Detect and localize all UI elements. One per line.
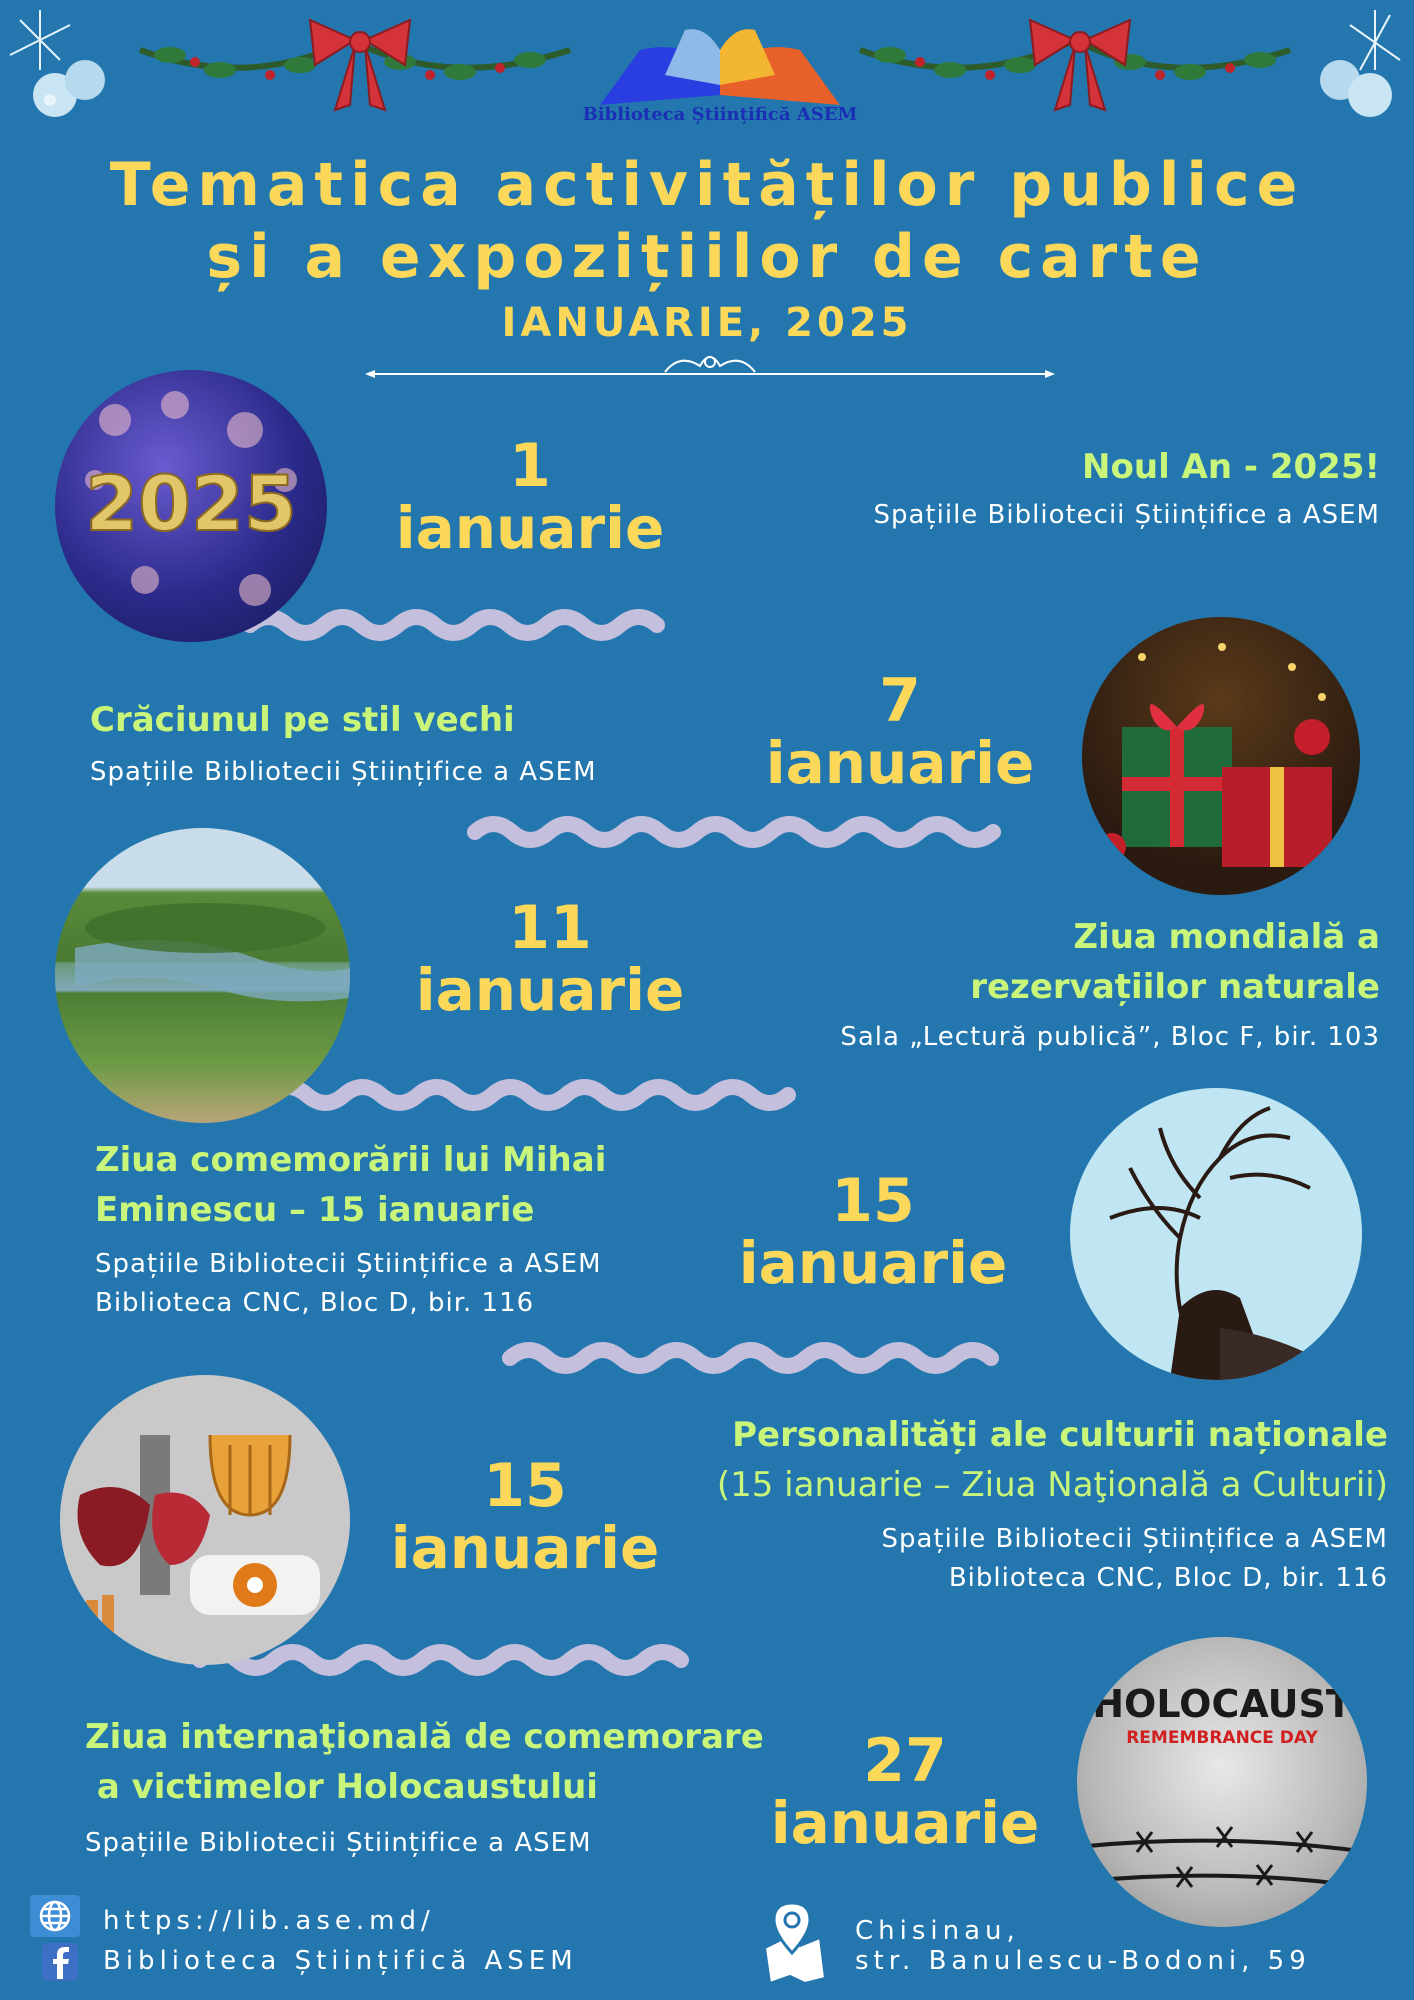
event-5-info (630, 1410, 1388, 1598)
facebook-icon (42, 1943, 78, 1981)
event-1-month: ianuarie (395, 494, 665, 562)
event-3-month: ianuarie (415, 956, 685, 1024)
holocaust-text: HOLOCAUST (1092, 1682, 1352, 1726)
wave-5 (200, 1652, 681, 1668)
facebook-link[interactable]: Biblioteca Științifică ASEM (103, 1946, 578, 1976)
event-1-date (380, 431, 680, 562)
event-3-info (760, 912, 1380, 1057)
event-1-day: 1 (509, 431, 551, 501)
image-year-text: 2025 (85, 459, 297, 548)
event-1-info (760, 442, 1380, 535)
event-5-location-1: Spațiile Bibliotecii Științifice a ASEM (881, 1524, 1388, 1554)
event-3-title-line-1: Ziua mondială a (1073, 917, 1380, 957)
image-new-year-2025 (55, 370, 327, 642)
event-4-info (95, 1135, 775, 1323)
globe-icon (30, 1895, 80, 1937)
event-6-title-line-1: Ziua internaţională de comemorare (85, 1717, 764, 1757)
event-2-title: Crăciunul pe stil vechi (90, 700, 515, 740)
event-6-month: ianuarie (770, 1789, 1040, 1857)
image-holocaust-remembrance (1077, 1637, 1367, 1927)
wave-2 (475, 824, 993, 840)
event-4-title-line-1: Ziua comemorării lui Mihai (95, 1140, 607, 1180)
event-4-day: 15 (831, 1166, 915, 1236)
title-line-2: și a expozițiilor de carte (206, 222, 1208, 292)
website-link[interactable]: https://lib.ase.md/ (103, 1906, 435, 1936)
event-5-month: ianuarie (390, 1514, 660, 1582)
event-4-location-1: Spațiile Bibliotecii Științifice a ASEM (95, 1249, 602, 1279)
event-1-location: Spațiile Bibliotecii Științifice a ASEM (873, 500, 1380, 530)
image-nature-reserve (55, 828, 350, 1123)
event-6-date (755, 1726, 1055, 1857)
event-4-date (723, 1166, 1023, 1297)
map-pin-icon (755, 1898, 830, 1983)
event-1-title: Noul An - 2025! (1082, 447, 1380, 487)
image-eminescu-portrait (1070, 1088, 1362, 1380)
event-3-location: Sala „Lectură publică”, Bloc F, bir. 103 (840, 1022, 1380, 1052)
subtitle-month: IANUARIE, 2025 (501, 300, 913, 346)
wave-1 (250, 617, 657, 633)
wave-3 (270, 1087, 788, 1103)
image-christmas-gifts (1082, 617, 1360, 895)
event-2-month: ianuarie (765, 729, 1035, 797)
wave-4 (510, 1350, 991, 1366)
event-3-date (400, 893, 700, 1024)
event-6-location: Spațiile Bibliotecii Științifice a ASEM (85, 1828, 592, 1858)
event-2-day: 7 (879, 666, 921, 736)
event-2-info (90, 695, 750, 792)
event-6-title-line-2: a victimelor Holocaustului (85, 1767, 598, 1807)
image-culture-symbols (60, 1375, 350, 1665)
event-3-day: 11 (508, 893, 592, 963)
event-5-day: 15 (483, 1451, 567, 1521)
title-line-1: Tematica activităților publice (109, 150, 1305, 220)
event-6-day: 27 (863, 1726, 947, 1796)
logo-text: Biblioteca Științifică ASEM (582, 104, 858, 125)
event-4-title-line-2: Eminescu – 15 ianuarie (95, 1190, 535, 1230)
event-2-date (750, 666, 1050, 797)
event-5-title: Personalități ale culturii naționale (732, 1415, 1388, 1455)
address-line-2: str. Banulescu-Bodoni, 59 (855, 1946, 1311, 1976)
event-3-title-line-2: rezervațiilor naturale (970, 967, 1380, 1007)
remembrance-day-text: REMEMBRANCE DAY (1126, 1728, 1318, 1748)
address-line-1: Chisinau, (855, 1916, 1020, 1946)
event-5-location-2: Biblioteca CNC, Bloc D, bir. 116 (948, 1563, 1388, 1593)
event-6-info (85, 1712, 805, 1863)
event-4-location-2: Biblioteca CNC, Bloc D, bir. 116 (95, 1288, 535, 1318)
event-2-location: Spațiile Bibliotecii Științifice a ASEM (90, 757, 597, 787)
event-4-month: ianuarie (738, 1229, 1008, 1297)
event-5-subtitle: (15 ianuarie – Ziua Naţională a Culturii) (716, 1465, 1388, 1505)
